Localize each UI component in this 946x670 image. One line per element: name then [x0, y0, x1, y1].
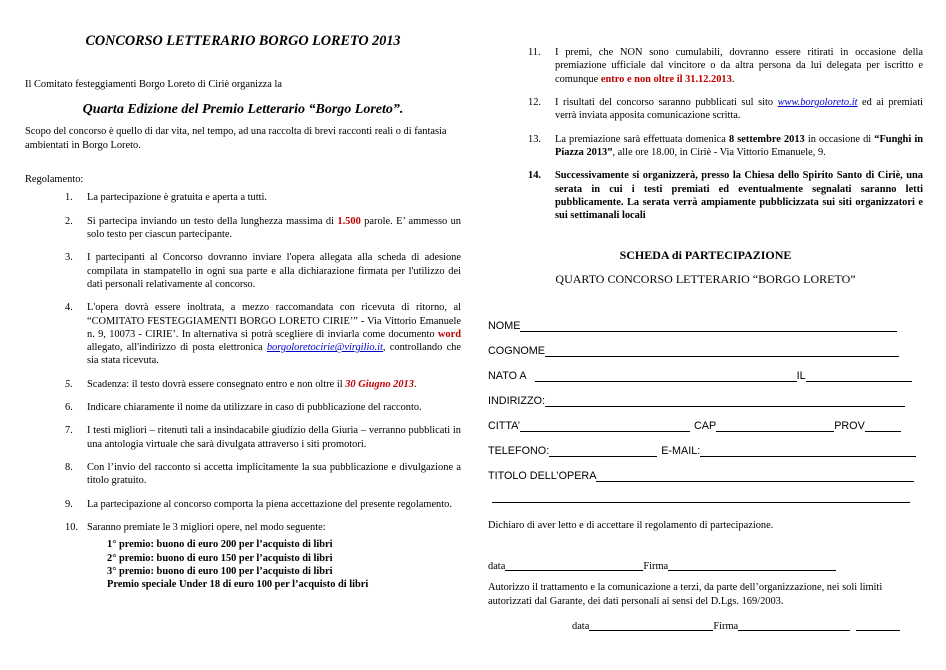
- rules-list-left: [25, 191, 461, 591]
- edition-title: Quarta Edizione del Premio Letterario “Borgo Loreto”.: [82, 102, 404, 118]
- signature-field[interactable]: [738, 618, 850, 631]
- intro-text: Il Comitato festeggiamenti Borgo Loreto di Ciriè organizza la: [25, 79, 283, 91]
- rule-text: allegato, all'indirizzo di posta elettronica: [87, 342, 267, 354]
- rule-number: 14.: [528, 170, 541, 182]
- surname-label: COGNOME: [488, 345, 545, 358]
- rule-text: Indicare chiaramente il nome da utilizzare in caso di pubblicazione del racconto.: [87, 402, 422, 414]
- address-label: INDIRIZZO:: [488, 395, 545, 408]
- rule-text: I partecipanti al Concorso dovranno inviare l'opera allegata alla scheda di adesione compilata in stampatello in ogni sua parte e alla dichiarazione firmata per l'utilizzo dei dati personali relativamente al concorso.: [87, 252, 461, 290]
- phone-label: TELEFONO:: [488, 445, 550, 458]
- signature-field-extra[interactable]: [856, 618, 900, 631]
- rule-item: [25, 424, 461, 451]
- form-row-title: [488, 459, 923, 484]
- form-row-name: [488, 309, 923, 334]
- signature-field[interactable]: [668, 558, 836, 571]
- rule-number: 2.: [65, 215, 73, 227]
- signature-row-2: [488, 618, 923, 633]
- rule-text: Scadenza: il testo dovrà essere consegnato entro e non oltre il: [87, 378, 346, 390]
- regulation-heading: Regolamento:: [25, 174, 84, 186]
- rule-item: [25, 301, 461, 368]
- word-format-highlight: word: [437, 328, 461, 340]
- rule-item: [25, 521, 461, 592]
- rule-text: ed ai premiati verrà inviata apposita comunicazione scritta.: [555, 96, 923, 122]
- surname-field[interactable]: [545, 344, 899, 357]
- left-column: [25, 32, 461, 592]
- rule-number: 3.: [65, 252, 73, 264]
- rule-item: [488, 169, 923, 222]
- city-field[interactable]: [520, 419, 690, 432]
- birthplace-label: NATO A: [488, 370, 527, 383]
- right-column: [488, 46, 923, 641]
- scope-text: Scopo del concorso è quello di dar vita, nel tempo, ad una raccolta di brevi racconti reali o di fantasia ambientati in Borgo Loreto.: [25, 126, 447, 151]
- email-link[interactable]: borgoloretocirie@virgilio.it: [266, 342, 383, 354]
- rule-text: La partecipazione al concorso comporta la piena accettazione del presente regolamento.: [87, 498, 452, 510]
- date-field[interactable]: [589, 618, 713, 631]
- rule-number: 1.: [65, 192, 73, 204]
- date-label: data: [488, 561, 506, 573]
- signature-label: Firma: [643, 561, 669, 573]
- work-title-field[interactable]: [596, 469, 914, 482]
- phone-field[interactable]: [549, 444, 657, 457]
- name-label: NOME: [488, 320, 521, 333]
- rule-text: .: [731, 73, 735, 85]
- form-row-surname: [488, 334, 923, 359]
- prize-special: Premio speciale Under 18 di euro 100 per l’acquisto di libri: [107, 579, 369, 591]
- signature-label: Firma: [713, 620, 739, 632]
- rule-text: I testi migliori – ritenuti tali a insindacabile giudizio della Giuria – verranno pubblicati in una antologia virtuale che sarà divulgata attraverso i siti promotori.: [87, 425, 461, 450]
- prize-second: 2° premio: buono di euro 150 per l’acquisto di libri: [107, 552, 333, 564]
- signature-row-1: [488, 558, 923, 573]
- email-label: E-MAIL:: [661, 445, 701, 458]
- prize-list: [87, 538, 461, 591]
- address-field[interactable]: [545, 394, 905, 407]
- rule-text: I risultati del concorso saranno pubblicati sul sito: [555, 96, 778, 108]
- website-link[interactable]: www.borgoloreto.it: [777, 96, 858, 108]
- contest-title: CONCORSO LETTERARIO BORGO LORETO 2013: [85, 33, 401, 49]
- birthdate-label: IL: [796, 370, 806, 383]
- spacer: [527, 370, 535, 382]
- rule-text: parole. E’ ammesso un solo testo per ciascun partecipante.: [87, 215, 462, 240]
- birthdate-field[interactable]: [806, 369, 912, 382]
- rule-text: La partecipazione è gratuita e aperta a tutti.: [87, 192, 268, 204]
- rule-item: [25, 401, 461, 414]
- date-label: data: [572, 620, 590, 632]
- rule-number: 8.: [65, 462, 73, 474]
- authorization-text: Autorizzo il trattamento e la comunicazione a terzi, da parte dell’organizzazione, nei soli limiti autorizzati dal Garante, dei dati personali ai sensi del D.Lgs. 169/2003.: [488, 582, 883, 607]
- award-date: 8 settembre 2013: [728, 133, 805, 145]
- rule-number: 10.: [65, 521, 78, 533]
- birthplace-field[interactable]: [535, 369, 797, 382]
- rules-list-right: [488, 46, 923, 222]
- rule-item: [25, 498, 461, 511]
- rule-number: 4.: [65, 302, 73, 314]
- rule-item: [25, 378, 461, 391]
- rule-text: L'opera dovrà essere inoltrata, a mezzo raccomandata con ricevuta di ritorno, al “COMITATO FESTEGGIAMENTI BORGO LORETO CIRIE’” - Via Vittorio Emanuele n. 9, 10073 - CIRIE’. In alternativa si potrà scegliere di inviarla come documento: [87, 302, 461, 340]
- rule-item: [488, 133, 923, 160]
- rule-item: [488, 46, 923, 86]
- rule-item: [25, 461, 461, 488]
- form-title: SCHEDA di PARTECIPAZIONE: [619, 248, 792, 263]
- rule-number: 12.: [528, 96, 541, 108]
- name-field[interactable]: [520, 319, 897, 332]
- rule-text: I premi, che NON sono cumulabili, dovranno essere ritirati in occasione della premiazione ufficiale dal vincitore o da altra persona da lui delegata per iscritto e comunque: [555, 47, 923, 85]
- form-row-contacts: [488, 434, 923, 459]
- rule-item: [25, 215, 461, 242]
- form-subtitle: QUARTO CONCORSO LETTERARIO “BORGO LORETO”: [555, 271, 856, 286]
- rule-number: 9.: [65, 498, 73, 510]
- collection-deadline-highlight: entro e non oltre il 31.12.2013: [600, 73, 732, 85]
- province-label: PROV: [834, 420, 865, 433]
- rule-text: Con l’invio del racconto si accetta implicitamente la sua pubblicazione e divulgazione a titolo gratuito.: [87, 462, 461, 487]
- rule-number: 5.: [65, 378, 73, 390]
- deadline-highlight: 30 Giugno 2013: [345, 378, 414, 390]
- rule-item: [488, 96, 923, 123]
- prize-third: 3° premio: buono di euro 100 per l’acquisto di libri: [107, 565, 333, 577]
- rule-text: .: [413, 378, 417, 390]
- prize-first: 1° premio: buono di euro 200 per l’acquisto di libri: [107, 539, 333, 551]
- rule-text: in occasione di: [804, 133, 875, 145]
- rule-number: 13.: [528, 133, 541, 145]
- work-title-label: TITOLO DELL’OPERA: [488, 470, 597, 483]
- rule-text: , controllando che sia stata ricevuta.: [87, 342, 461, 367]
- declaration-text: Dichiaro di aver letto e di accettare il regolamento di partecipazione.: [488, 520, 774, 532]
- zip-field[interactable]: [716, 419, 834, 432]
- rule-number: 11.: [528, 47, 541, 58]
- rule-text: Si partecipa inviando un testo della lunghezza massima di: [87, 215, 338, 227]
- rule-text: , alle ore 18.00, in Ciriè - Via Vittorio Emanuele, 9.: [612, 146, 826, 158]
- form-row-birth: [488, 359, 923, 384]
- rule-text: Saranno premiate le 3 migliori opere, nel modo seguente:: [87, 521, 326, 533]
- rule-text: Successivamente si organizzerà, presso la Chiesa dello Spirito Santo di Ciriè, una serata in cui i testi premiati ed eventualmente segnalati saranno letti pubblicamente. La serata verrà ampiamente pubblicizzata sui siti organizzatori e sui settimanali locali: [555, 170, 923, 222]
- participation-form: [488, 309, 923, 503]
- email-field[interactable]: [700, 444, 916, 457]
- work-title-field-continued[interactable]: [492, 488, 910, 503]
- rule-item: [25, 191, 461, 204]
- word-limit-highlight: 1.500: [337, 215, 361, 227]
- zip-label: CAP: [693, 420, 717, 433]
- rule-item: [25, 251, 461, 291]
- rule-number: 6.: [65, 402, 73, 414]
- province-field[interactable]: [865, 419, 901, 432]
- city-label: CITTA’: [488, 420, 520, 433]
- rule-number: 7.: [65, 425, 73, 437]
- date-field[interactable]: [505, 558, 643, 571]
- form-row-city: [488, 409, 923, 434]
- event-name: “Funghi in Piazza 2013”: [555, 133, 923, 158]
- form-row-address: [488, 384, 923, 409]
- rule-text: La premiazione sarà effettuata domenica: [555, 133, 729, 145]
